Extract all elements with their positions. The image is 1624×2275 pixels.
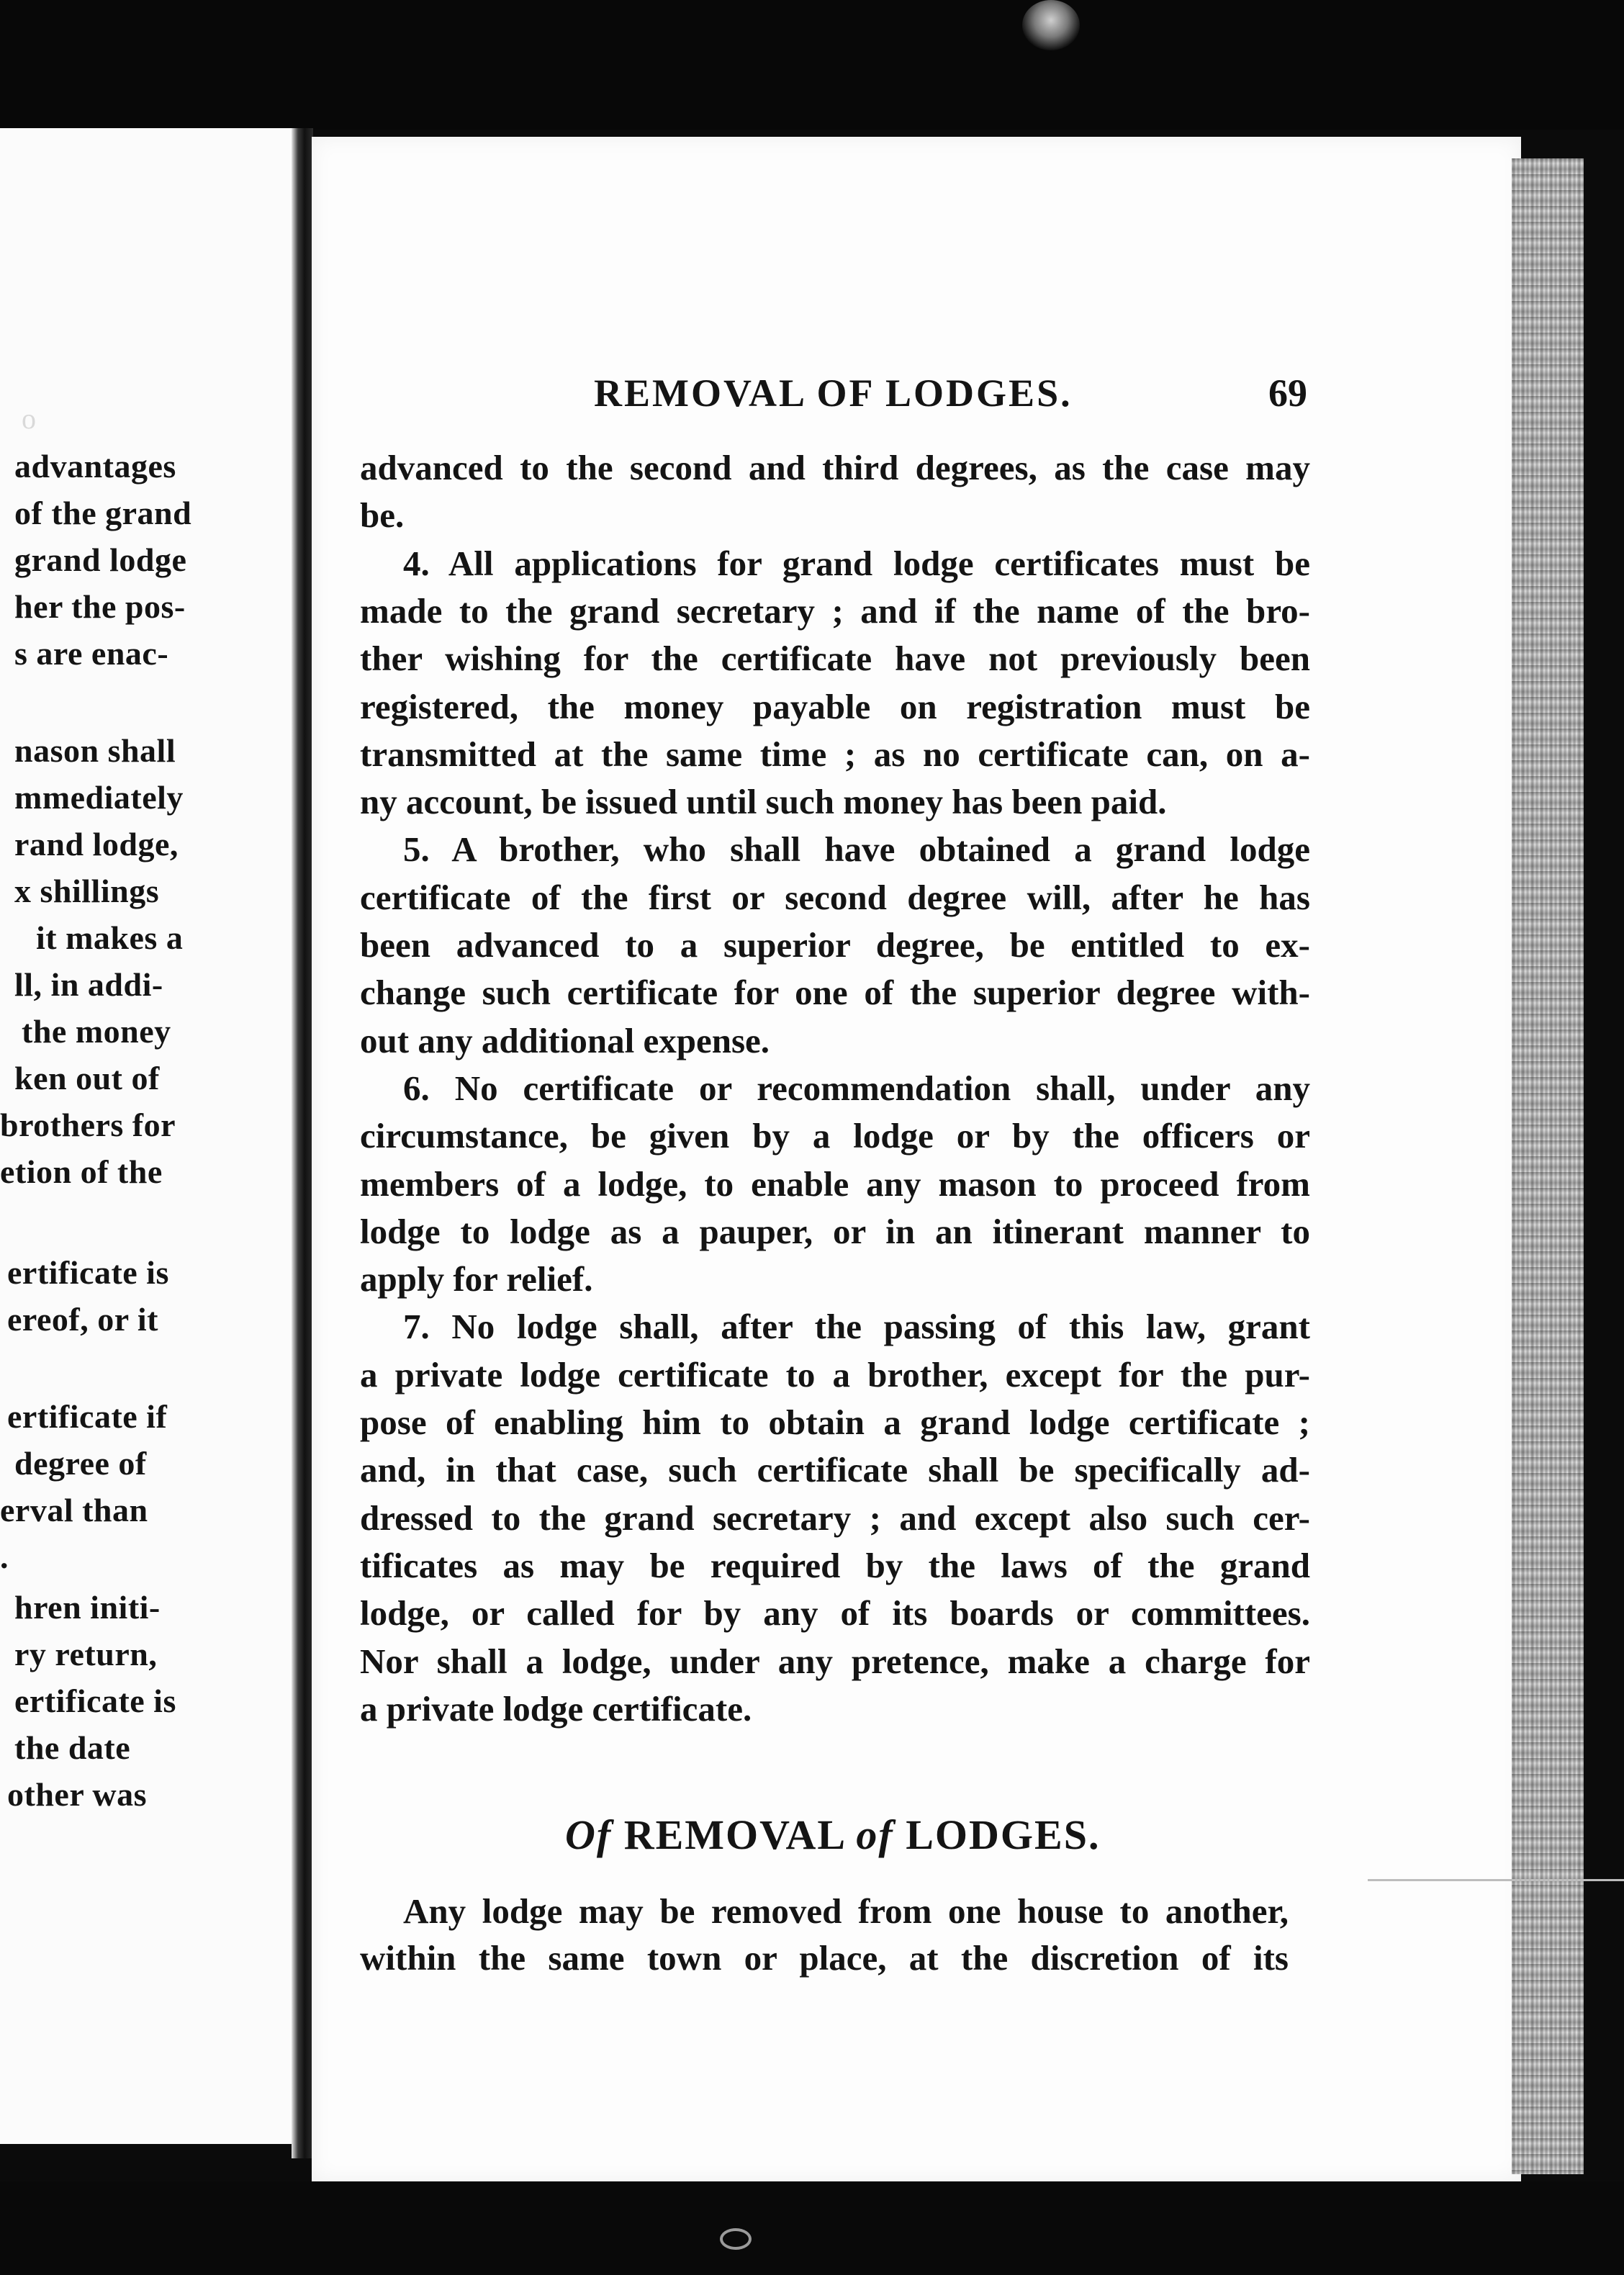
scan-background-top bbox=[0, 0, 1624, 130]
scan-artifact-line bbox=[1368, 1879, 1624, 1881]
body-line: dressed to the grand secretary ; and except also such cer- bbox=[360, 1498, 1310, 1538]
section-heading bbox=[565, 1811, 1101, 1859]
body-line: made to the grand secretary ; and if the name of the bro- bbox=[360, 591, 1310, 631]
body-line: change such certificate for one of the superior degree with- bbox=[360, 973, 1310, 1012]
page-number: 69 bbox=[1268, 371, 1307, 415]
body-line: and, in that case, such certificate shall be specifically ad- bbox=[360, 1450, 1310, 1490]
scan-background-bottom bbox=[0, 2181, 1624, 2275]
body-line: out any additional expense. bbox=[360, 1021, 770, 1060]
left-page-line: ll, in addi- bbox=[14, 966, 163, 1003]
body-line: registered, the money payable on registration must be bbox=[360, 687, 1310, 726]
left-page-line: mmediately bbox=[14, 779, 184, 816]
left-page-line: . bbox=[0, 1539, 9, 1575]
body-line: certificate of the first or second degree will, after he has bbox=[360, 878, 1310, 917]
closing-line: within the same town or place, at the discretion of its bbox=[360, 1938, 1289, 1978]
bleed-through-mark: o bbox=[22, 402, 36, 435]
body-line: 5. A brother, who shall have obtained a grand lodge bbox=[403, 829, 1310, 869]
left-page-line: ertificate if bbox=[7, 1398, 168, 1435]
left-page-line: advantages bbox=[14, 448, 176, 485]
page-edges bbox=[1512, 158, 1584, 2174]
heading-of-1: Of bbox=[565, 1811, 613, 1858]
closing-line: Any lodge may be removed from one house to another, bbox=[403, 1891, 1289, 1931]
left-page-line: nason shall bbox=[14, 732, 176, 769]
left-page-line: degree of bbox=[14, 1445, 147, 1482]
body-line: ther wishing for the certificate have not previously been bbox=[360, 639, 1310, 678]
left-page-line: brothers for bbox=[0, 1107, 176, 1143]
left-page-line: ertificate is bbox=[7, 1254, 169, 1291]
body-line: lodge, or called for by any of its boards or committees. bbox=[360, 1593, 1310, 1633]
body-line: circumstance, be given by a lodge or by the officers or bbox=[360, 1116, 1310, 1155]
body-line: a private lodge certificate to a brother, except for the pur- bbox=[360, 1355, 1310, 1395]
body-line: members of a lodge, to enable any mason to proceed from bbox=[360, 1164, 1310, 1204]
left-page-line: s are enac- bbox=[14, 635, 169, 672]
left-page-line: x shillings bbox=[14, 873, 160, 909]
left-page-line: hren initi- bbox=[14, 1589, 161, 1626]
heading-of-2: of bbox=[856, 1811, 894, 1858]
left-page-line: ken out of bbox=[14, 1060, 160, 1096]
left-page-line: grand lodge bbox=[14, 541, 187, 578]
body-line: advanced to the second and third degrees, as the case may bbox=[360, 448, 1310, 487]
book-gutter bbox=[292, 128, 313, 2158]
left-page-line: ertificate is bbox=[14, 1682, 176, 1719]
body-line: Nor shall a lodge, under any pretence, make a charge for bbox=[360, 1641, 1310, 1681]
body-line: 4. All applications for grand lodge certificates must be bbox=[403, 544, 1310, 583]
left-page-line: other was bbox=[7, 1776, 148, 1813]
left-page-line: it makes a bbox=[36, 919, 184, 956]
body-line: pose of enabling him to obtain a grand lodge certificate ; bbox=[360, 1402, 1310, 1442]
left-page-line: the date bbox=[14, 1729, 131, 1766]
body-line: be. bbox=[360, 495, 405, 535]
book-page bbox=[312, 137, 1521, 2181]
body-line: transmitted at the same time ; as no certificate can, on a- bbox=[360, 734, 1310, 774]
body-line: 7. No lodge shall, after the passing of this law, grant bbox=[403, 1307, 1310, 1346]
ornament-icon bbox=[720, 2228, 752, 2250]
scan-smudge bbox=[1022, 0, 1080, 50]
left-facing-page bbox=[0, 128, 292, 2144]
left-page-line: etion of the bbox=[0, 1153, 163, 1190]
body-line: 6. No certificate or recommendation shall, under any bbox=[403, 1068, 1310, 1108]
left-page-line: erval than bbox=[0, 1492, 148, 1528]
body-line: tificates as may be required by the laws of the grand bbox=[360, 1546, 1310, 1585]
body-line: been advanced to a superior degree, be entitled to ex- bbox=[360, 925, 1310, 965]
left-page-line: rand lodge, bbox=[14, 826, 179, 862]
left-page-line: the money bbox=[22, 1013, 171, 1050]
running-head: REMOVAL OF LODGES. bbox=[594, 371, 1073, 415]
body-line: lodge to lodge as a pauper, or in an itinerant manner to bbox=[360, 1212, 1310, 1251]
body-line: ny account, be issued until such money has been paid. bbox=[360, 782, 1167, 821]
left-page-line: of the grand bbox=[14, 495, 192, 531]
body-line: a private lodge certificate. bbox=[360, 1689, 752, 1729]
heading-word-2: LODGES. bbox=[906, 1811, 1101, 1858]
heading-word-1: REMOVAL bbox=[623, 1811, 844, 1858]
left-page-line: ereof, or it bbox=[7, 1301, 158, 1338]
left-page-line: her the pos- bbox=[14, 588, 186, 625]
body-line: apply for relief. bbox=[360, 1259, 593, 1299]
left-page-line: ry return, bbox=[14, 1636, 158, 1672]
